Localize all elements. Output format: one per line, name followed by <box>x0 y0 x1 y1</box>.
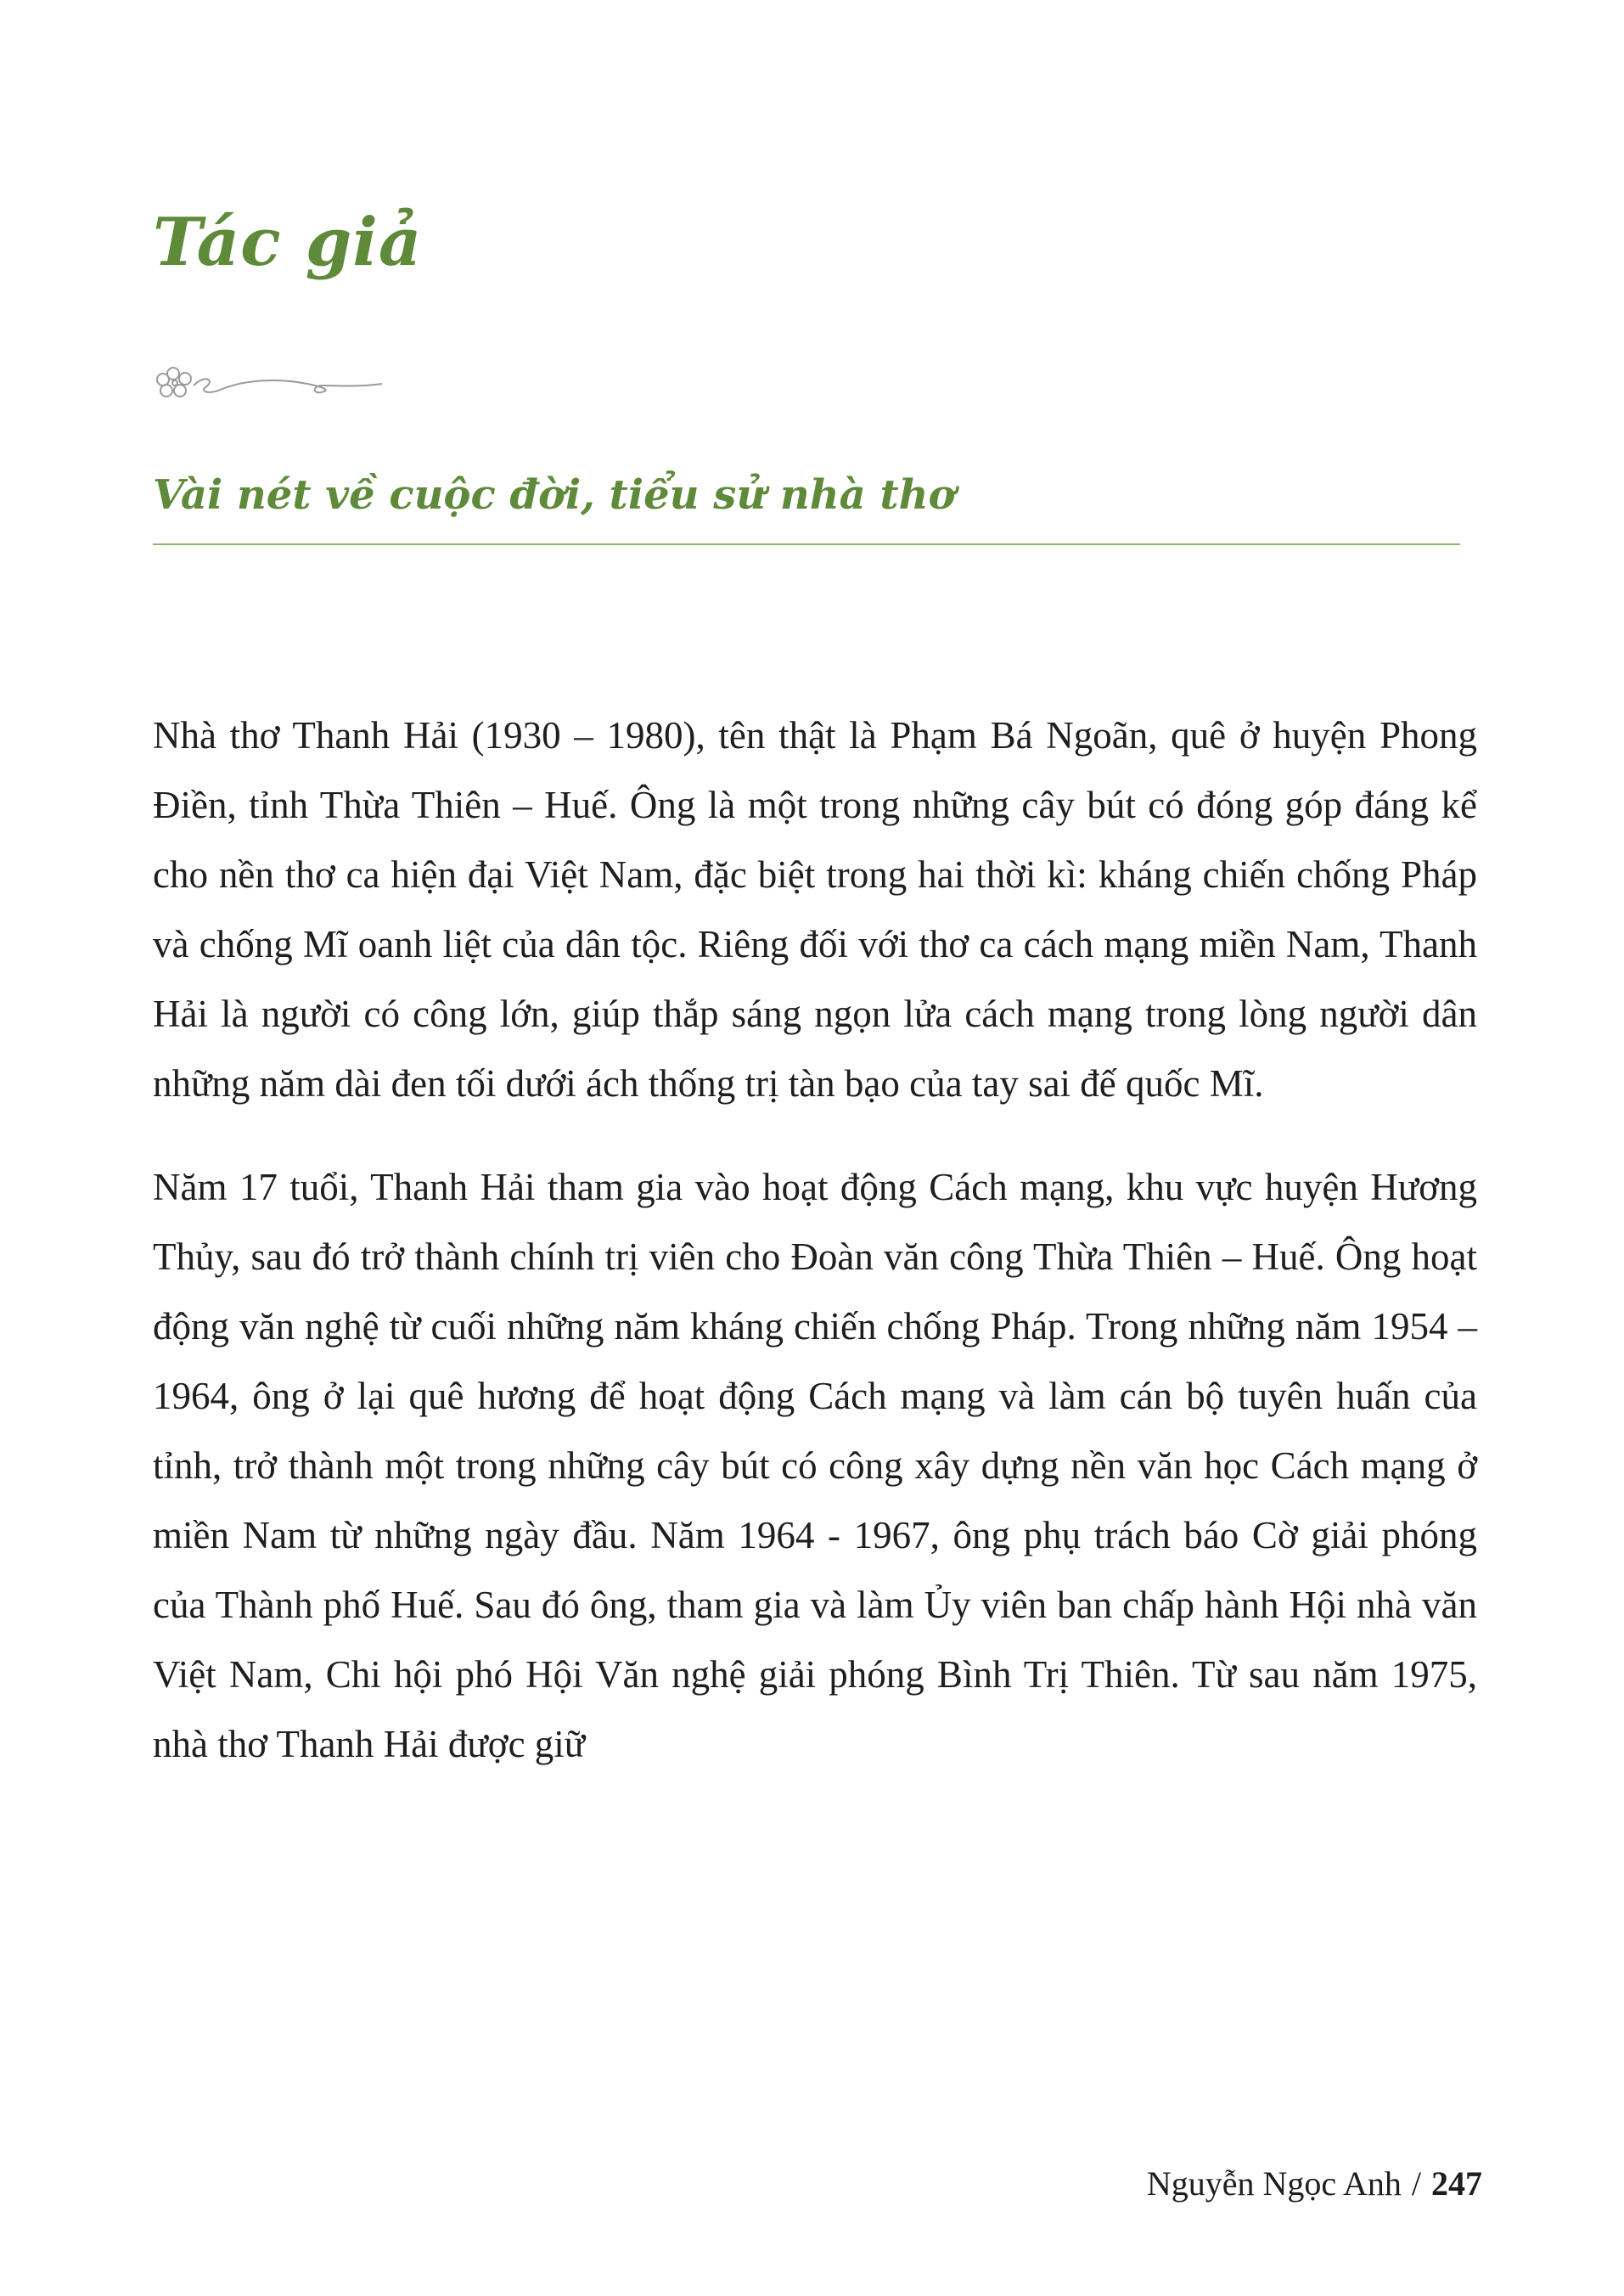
paragraph: Năm 17 tuổi, Thanh Hải tham gia vào hoạt động Cách mạng, khu vực huyện Hương Thủy, sau đó trở thành chính trị viên cho Đoàn văn công Thừa Thiên – Huế. Ông hoạt động văn nghệ từ cuối những năm kháng chiến chống Pháp. Trong những năm 1954 – 1964, ông ở lại quê hương để hoạt động Cách mạng và làm cán bộ tuyên huấn của tỉnh, trở thành một trong những cây bút có công xây dựng nền văn học Cách mạng ở miền Nam từ những ngày đầu. Năm 1964 - 1967, ông phụ trách báo Cờ giải phóng của Thành phố Huế. Sau đó ông, tham gia và làm Ủy viên ban chấp hành Hội nhà văn Việt Nam, Chi hội phó Hội Văn nghệ giải phóng Bình Trị Thiên. Từ sau năm 1975, nhà thơ Thanh Hải được giữ <box>153 1166 1477 1765</box>
body-text <box>153 701 1477 1813</box>
section-divider <box>153 543 1460 545</box>
chapter-title: Tác giả <box>153 204 423 281</box>
paragraph: Nhà thơ Thanh Hải (1930 – 1980), tên thật là Phạm Bá Ngoãn, quê ở huyện Phong Điền, tỉnh Thừa Thiên – Huế. Ông là một trong những cây bút có đóng góp đáng kể cho nền thơ ca hiện đại Việt Nam, đặc biệt trong hai thời kì: kháng chiến chống Pháp và chống Mĩ oanh liệt của dân tộc. Riêng đối với thơ ca cách mạng miền Nam, Thanh Hải là người có công lớn, giúp thắp sáng ngọn lửa cách mạng trong lòng người dân những năm dài đen tối dưới ách thống trị tàn bạo của tay sai đế quốc Mĩ. <box>153 714 1477 1105</box>
footer-author: Nguyễn Ngọc Anh <box>1146 2164 1402 2203</box>
section-heading: Vài nét về cuộc đời, tiểu sử nhà thơ <box>153 471 956 519</box>
footer-separator: / <box>1411 2164 1421 2203</box>
page-number: 247 <box>1431 2164 1482 2203</box>
page-footer <box>1147 2164 1482 2203</box>
floral-flourish-icon <box>155 357 384 408</box>
